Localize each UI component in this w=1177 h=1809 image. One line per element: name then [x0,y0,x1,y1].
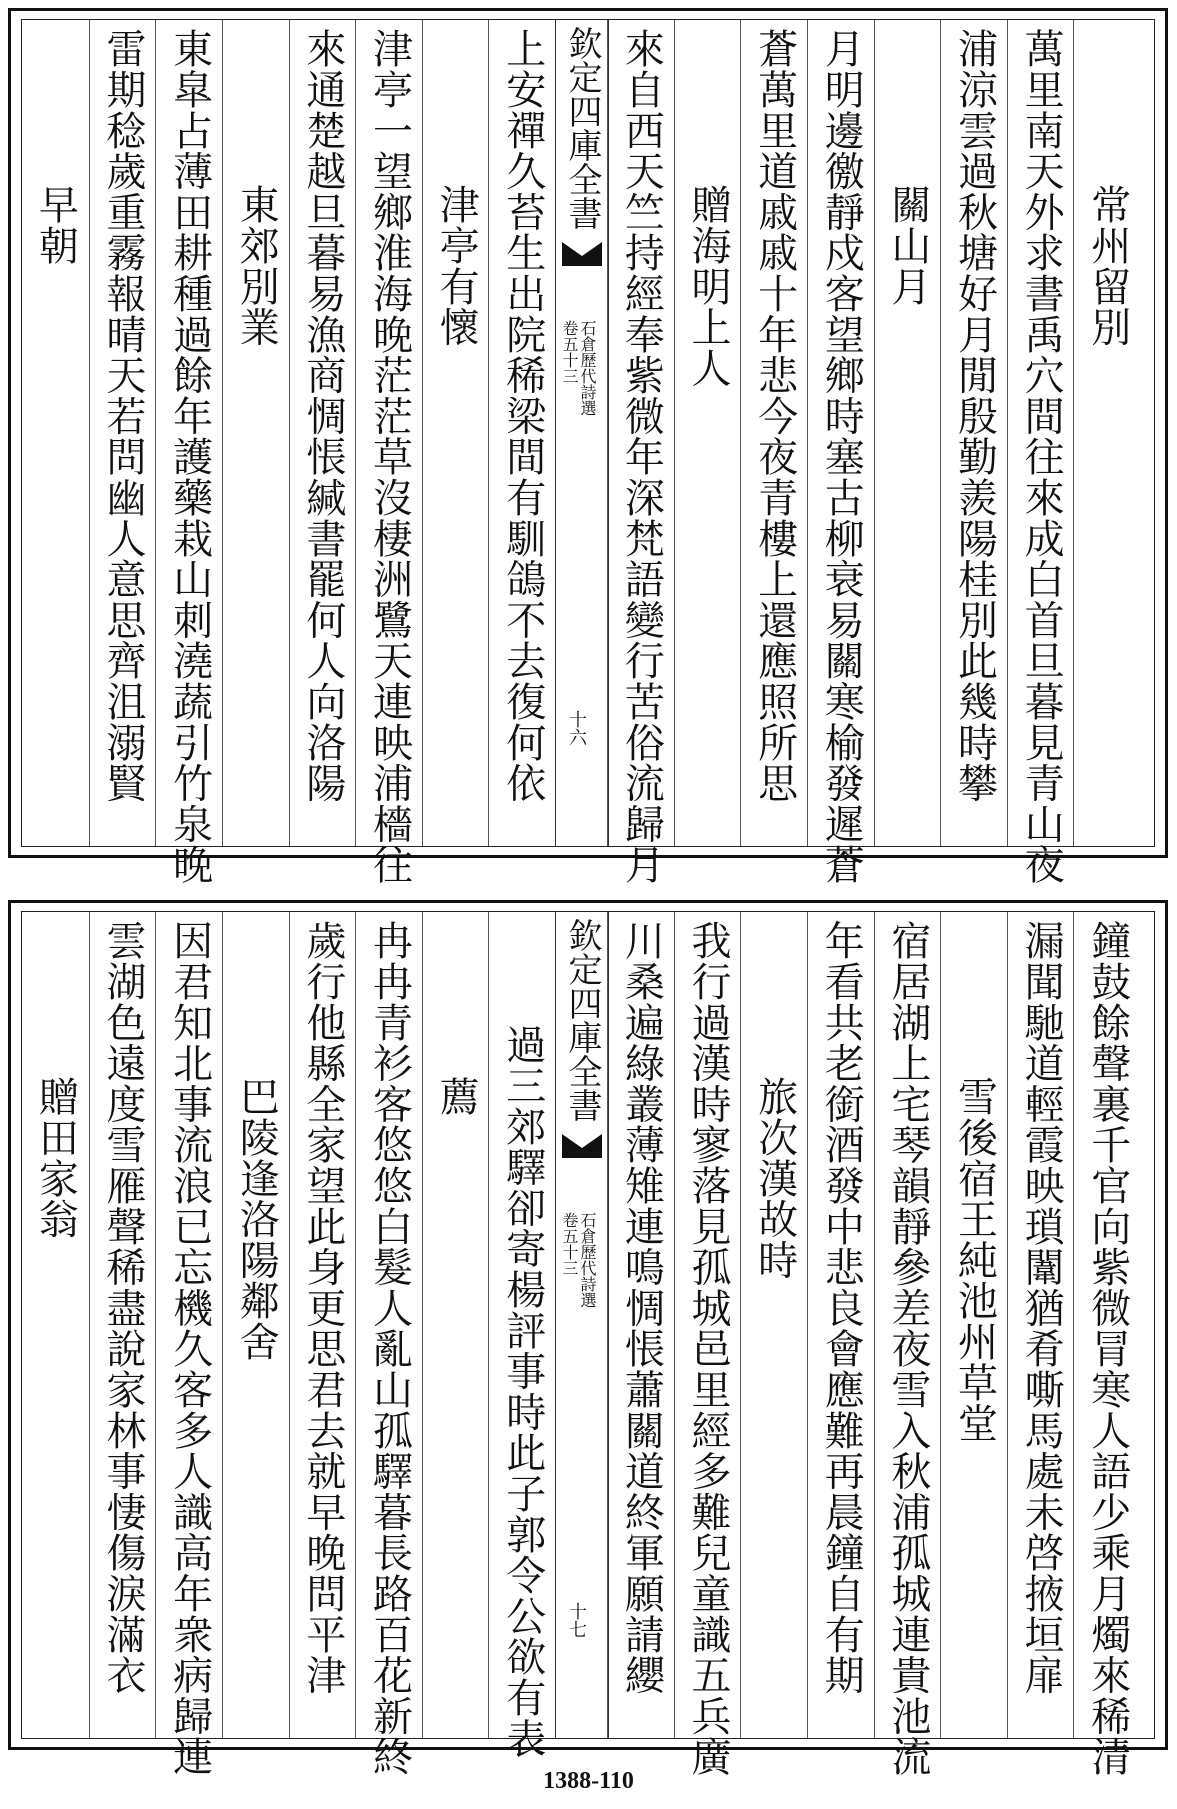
text-column [607,912,675,1738]
poem-line: 因君知北事流浪已忘機久客多人識高年衆病歸連 [166,920,213,1777]
leaf-number: 十七 [566,1602,587,1638]
poem-line: 宿居湖上宅琴韻靜參差夜雪入秋浦孤城連貴池流 [884,920,931,1777]
poem-title: 旅次漢故時 [751,1076,798,1280]
fishtail-mark-icon [562,242,602,266]
text-column [1007,20,1075,885]
bottom-page [8,900,1168,1777]
poem-title: 贈海明上人 [684,184,731,388]
text-column [1073,20,1141,846]
text-column [355,912,423,1777]
poem-line: 浦涼雲過秋塘好月閒殷勤羨陽桂別此幾時攀 [951,28,998,804]
poem-line: 鐘鼓餘聲裏千官向紫微冐寒人語少乘月燭來稀清 [1084,920,1131,1777]
text-column [740,20,808,846]
poem-line: 冉冉青衫客悠悠白髮人亂山孤驛暮長路百花新終 [366,920,413,1777]
poem-line: 東皐占薄田耕種過餘年護藥栽山刺澆蔬引竹泉晚 [166,28,213,885]
poem-line: 來通楚越旦暮易漁商惆悵緘書罷何人向洛陽 [299,28,346,804]
poem-line: 津亭一望鄉淮海晚茫茫草沒棲洲鷺天連映浦檣往 [366,28,413,885]
text-column [807,912,875,1738]
text-column [807,20,875,885]
fishtail-mark-icon [562,1134,602,1158]
book-title: 欽定四庫全書 [562,26,602,230]
volume-label: 卷五十三 [560,320,579,384]
text-column [488,20,556,846]
poem-line: 萬里南天外求書禹穴間往來成白首旦暮見青山夜 [1018,28,1065,885]
text-column [1007,912,1075,1738]
collection-title: 石倉歷代詩選 [578,320,597,416]
text-column [488,912,556,1759]
poem-title: 關山月 [884,184,931,307]
poem-line: 我行過漢時寥落見孤城邑里經多難兒童識五兵廣 [684,920,731,1777]
text-column [289,20,357,846]
poem-line: 月明邊徼靜戍客望鄉時塞古柳衰易關寒榆發遲蒼 [818,28,865,885]
collection-title: 石倉歷代詩選 [578,1212,597,1308]
text-column [674,912,742,1777]
volume-label: 卷五十三 [560,1212,579,1276]
text-column [1073,912,1141,1777]
text-column [940,20,1008,846]
top-page [8,8,1168,885]
text-column [422,912,490,1738]
bottom-page-frame [21,911,1155,1777]
poem-title: 津亭有懷 [433,184,480,348]
poem-line: 上安禪久苔生出院稀梁間有馴鴿不去復何依 [499,28,546,804]
poem-line: 年看共老銜酒發中悲良會應難再晨鐘自有期 [818,920,865,1696]
text-column [674,20,742,846]
text-column [89,20,157,846]
poem-title: 贈田家翁 [32,1076,79,1240]
poem-title: 早朝 [32,184,79,266]
poem-line: 雷期稔歲重霧報晴天若問幽人意思齊沮溺賢 [99,28,146,804]
poem-line: 漏聞馳道輕霞映瑣闈猶肴嘶馬處未啓掖垣扉 [1018,920,1065,1696]
leaf-number: 十六 [566,710,587,746]
text-column [422,20,490,846]
poem-title: 過三郊驛卻寄楊評事時此子郭令公欲有表 [499,1024,546,1759]
text-column [22,20,89,846]
poem-line: 雲湖色遠度雪雁聲稀盡說家林事悽傷淚滿衣 [99,920,146,1696]
fold-center-column [555,20,609,846]
text-column [740,912,808,1738]
poem-line: 歲行他縣全家望此身更思君去就早晚問平津 [299,920,346,1696]
poem-title: 雪後宿王純池州草堂 [951,1076,998,1444]
text-column [222,912,290,1738]
fold-center-column [555,912,609,1738]
text-column [940,912,1008,1738]
text-column [289,912,357,1738]
text-column [355,20,423,885]
text-column [155,20,223,885]
page-number-footer: 1388-110 [543,1768,634,1794]
poem-title: 巴陵逢洛陽鄰舍 [233,1076,280,1362]
poem-line: 川桑遍綠叢薄雉連鳴惆悵蕭關道終軍願請纓 [618,920,665,1696]
text-column [607,20,675,885]
poem-line: 蒼萬里道戚戚十年悲今夜青樓上還應照所思 [751,28,798,804]
top-page-frame [21,19,1155,885]
text-column [874,20,942,846]
poem-line: 來自西天竺持經奉紫微年深梵語變行苦俗流歸月 [618,28,665,885]
text-column [874,912,942,1777]
text-column [155,912,223,1777]
poem-title: 東郊別業 [233,184,280,348]
poem-title: 常州留別 [1084,184,1131,348]
text-column [22,912,89,1738]
book-title: 欽定四庫全書 [562,918,602,1122]
text-column [222,20,290,846]
text-column [89,912,157,1738]
poem-title: 薦 [433,1076,480,1117]
